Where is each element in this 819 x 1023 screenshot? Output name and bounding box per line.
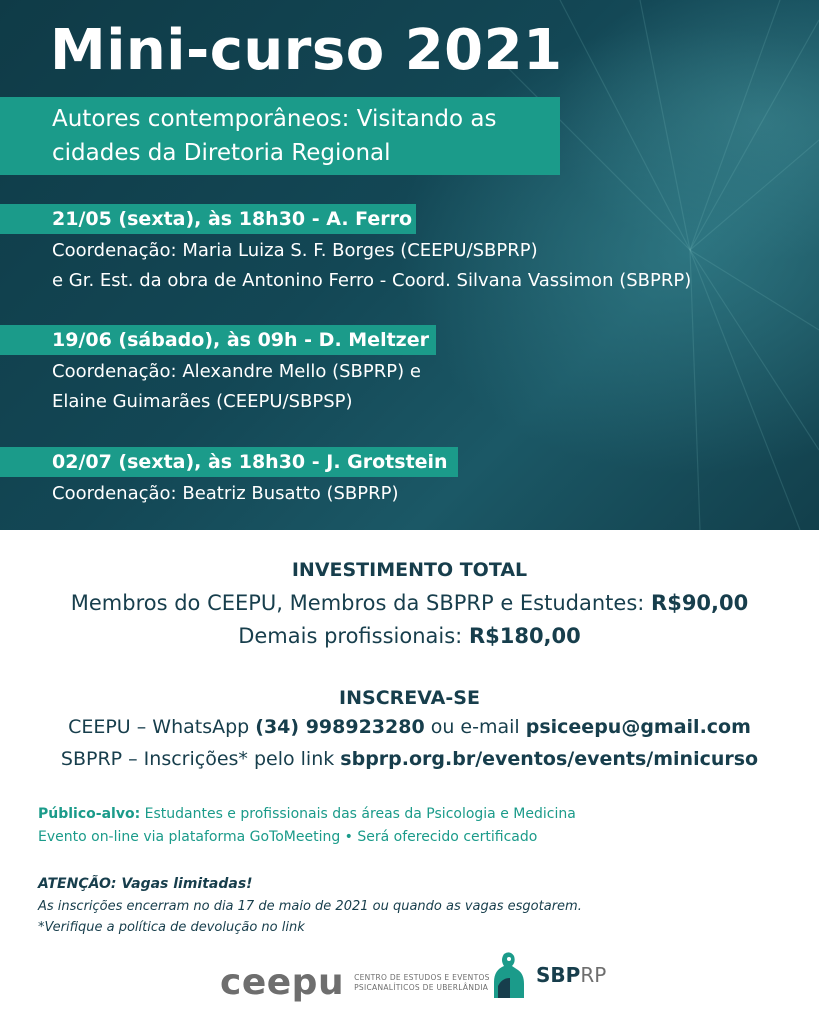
session-2-coordination-line-1: Coordenação: Alexandre Mello (SBPRP) e [52,361,421,382]
attention-line-2: *Verifique a política de devolução no link [38,920,305,935]
ceepu-logo [220,962,490,1003]
session-2-title: 19/06 (sábado), às 09h - D. Meltzer [52,329,429,351]
session-1-coordination-line-1: Coordenação: Maria Luiza S. F. Borges (CEEPU/SBPRP) [52,240,538,261]
signup-sbprp-text: SBPRP – Inscrições* pelo link [60,748,341,770]
signup-line-ceepu [0,716,819,738]
ceepu-tagline-1: CENTRO DE ESTUDOS E EVENTOS [354,972,490,982]
audience-label: Público-alvo: [38,806,141,822]
session-3-coordination-line-1: Coordenação: Beatriz Busatto (SBPRP) [52,483,399,504]
session-1-coordination-line-2: e Gr. Est. da obra de Antonino Ferro - Coord. Silvana Vassimon (SBPRP) [52,270,692,291]
rp-text: RP [580,963,607,987]
audience-text: Estudantes e profissionais das áreas da Psicologia e Medicina [140,806,576,822]
attention-heading: ATENÇÃO: Vagas limitadas! [38,876,253,892]
investment-heading: INVESTIMENTO TOTAL [291,559,528,581]
signup-link: sbprp.org.br/eventos/events/minicurso [340,748,759,770]
signup-email-text: ou e-mail [424,716,526,738]
session-1-title: 21/05 (sexta), às 18h30 - A. Ferro [52,208,413,230]
sphinx-icon [488,948,528,1002]
investment-line-members [0,591,819,615]
signup-heading: INSCREVA-SE [339,687,480,709]
investment-professionals-text: Demais profissionais: [238,624,469,648]
signup-line-sbprp [0,748,819,770]
signup-ceepu-text: CEEPU – WhatsApp [68,716,256,738]
ceepu-logo-word: ceepu [220,962,345,1003]
event-info-line: Evento on-line via plataforma GoToMeeting • Será oferecido certificado [38,829,538,845]
session-3-title: 02/07 (sexta), às 18h30 - J. Grotstein [52,451,448,473]
attention-line-1: As inscrições encerram no dia 17 de maio de 2021 ou quando as vagas esgotarem. [38,899,582,914]
sbprp-logo [488,948,606,1002]
audience-line [38,806,576,822]
sbp-text: SBP [536,963,581,987]
investment-professionals-price: R$180,00 [468,624,581,648]
subtitle-line-2: cidades da Diretoria Regional [52,140,391,166]
ceepu-tagline-2: PSICANALÍTICOS DE UBERLÂNDIA [354,982,489,992]
investment-members-text: Membros do CEEPU, Membros da SBPRP e Estudantes: [70,591,652,615]
subtitle-line-1: Autores contemporâneos: Visitando as [52,106,497,132]
signup-whatsapp-number: (34) 998923280 [255,716,425,738]
investment-members-price: R$90,00 [651,591,749,615]
ceepu-logo-tagline [354,973,490,993]
main-title: Mini-curso 2021 [50,18,563,83]
sbprp-logo-word [536,963,606,987]
session-2-coordination-line-2: Elaine Guimarães (CEEPU/SBPSP) [52,391,353,412]
investment-line-professionals [0,624,819,648]
signup-email-address: psiceepu@gmail.com [525,716,751,738]
